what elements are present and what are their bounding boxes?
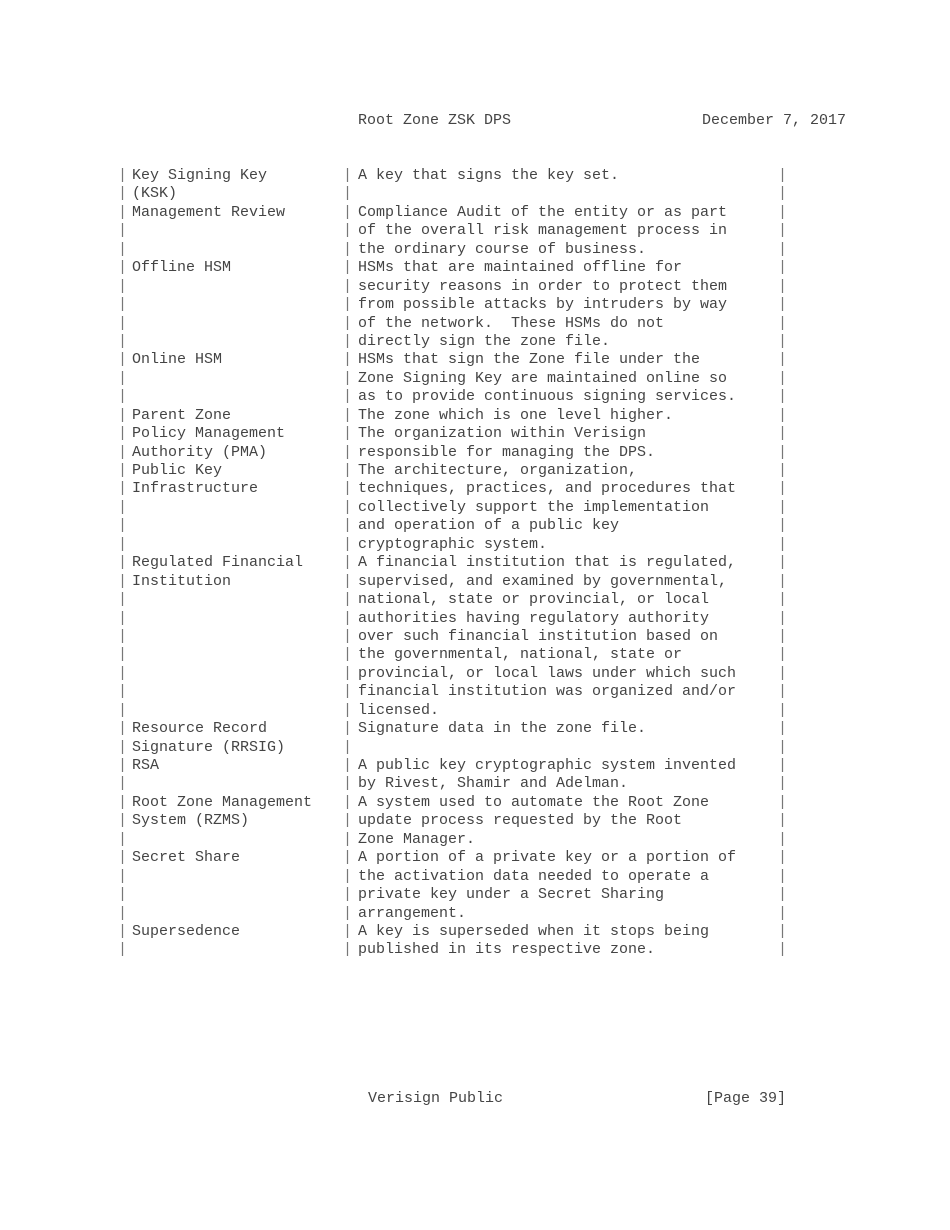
column-separator: | — [118, 830, 128, 848]
table-row — [118, 573, 818, 591]
definition-cell: update process requested by the Root — [358, 812, 683, 830]
footer-page-number: [Page 39] — [704, 1090, 786, 1107]
column-separator: | — [118, 332, 128, 350]
definition-cell: by Rivest, Shamir and Adelman. — [358, 775, 629, 793]
table-row — [118, 222, 818, 240]
table-row — [118, 444, 818, 462]
definition-cell: A financial institution that is regulated, — [358, 554, 737, 572]
column-separator: | — [343, 259, 353, 277]
column-separator: | — [118, 517, 128, 535]
column-separator: | — [118, 941, 128, 959]
definition-cell: A key that signs the key set. — [358, 167, 620, 184]
term-cell: Offline HSM — [132, 259, 232, 277]
column-separator: | — [778, 793, 788, 811]
column-separator: | — [778, 830, 788, 848]
definition-cell: directly sign the zone file. — [358, 332, 611, 350]
column-separator: | — [778, 296, 788, 314]
column-separator: | — [118, 775, 128, 793]
column-separator: | — [343, 388, 353, 406]
column-separator: | — [343, 498, 353, 516]
term-cell: Resource Record — [132, 720, 268, 738]
term-cell: Regulated Financial — [132, 554, 304, 572]
column-separator: | — [118, 167, 128, 184]
column-separator: | — [343, 222, 353, 240]
column-separator: | — [118, 351, 128, 369]
table-row — [118, 739, 818, 757]
column-separator: | — [778, 591, 788, 609]
column-separator: | — [118, 443, 128, 461]
definition-cell: HSMs that sign the Zone file under the — [358, 351, 701, 369]
column-separator: | — [118, 627, 128, 645]
definition-cell: Zone Signing Key are maintained online so — [358, 369, 728, 387]
definition-cell: Zone Manager. — [358, 830, 476, 848]
table-row — [118, 794, 818, 812]
definition-cell: Signature data in the zone file. — [358, 720, 647, 738]
column-separator: | — [343, 886, 353, 904]
column-separator: | — [343, 332, 353, 350]
table-row — [118, 683, 818, 701]
table-row — [118, 480, 818, 498]
column-separator: | — [343, 830, 353, 848]
definition-cell: cryptographic system. — [358, 535, 548, 553]
column-separator: | — [118, 296, 128, 314]
table-row — [118, 536, 818, 554]
definition-cell: and operation of a public key — [358, 517, 620, 535]
definition-cell: The organization within Verisign — [358, 425, 647, 443]
column-separator: | — [343, 443, 353, 461]
column-separator: | — [778, 535, 788, 553]
definition-cell: from possible attacks by intruders by way — [358, 296, 728, 314]
column-separator: | — [778, 369, 788, 387]
column-separator: | — [778, 849, 788, 867]
column-separator: | — [343, 240, 353, 258]
column-separator: | — [118, 664, 128, 682]
definition-cell: security reasons in order to protect them — [358, 277, 728, 295]
column-separator: | — [778, 554, 788, 572]
column-separator: | — [778, 277, 788, 295]
table-row — [118, 886, 818, 904]
table-row — [118, 388, 818, 406]
column-separator: | — [778, 701, 788, 719]
column-separator: | — [118, 369, 128, 387]
table-row — [118, 296, 818, 314]
table-row — [118, 462, 818, 480]
definition-cell: arrangement. — [358, 904, 467, 922]
term-cell: System (RZMS) — [132, 812, 250, 830]
column-separator: | — [343, 185, 353, 203]
column-separator: | — [118, 720, 128, 738]
column-separator: | — [118, 867, 128, 885]
column-separator: | — [118, 314, 128, 332]
table-row — [118, 259, 818, 277]
term-cell: Online HSM — [132, 351, 223, 369]
table-row — [118, 278, 818, 296]
column-separator: | — [118, 812, 128, 830]
column-separator: | — [343, 167, 353, 184]
term-cell: Institution — [132, 572, 232, 590]
column-separator: | — [778, 609, 788, 627]
table-row — [118, 923, 818, 941]
definition-cell: Compliance Audit of the entity or as part — [358, 203, 728, 221]
column-separator: | — [118, 646, 128, 664]
column-separator: | — [343, 314, 353, 332]
column-separator: | — [343, 462, 353, 479]
table-row — [118, 425, 818, 443]
column-separator: | — [118, 498, 128, 516]
column-separator: | — [118, 259, 128, 277]
definition-cell: published in its respective zone. — [358, 941, 656, 959]
table-row — [118, 610, 818, 628]
table-row — [118, 591, 818, 609]
column-separator: | — [778, 443, 788, 461]
term-cell: Infrastructure — [132, 480, 259, 498]
table-row — [118, 646, 818, 664]
table-row — [118, 517, 818, 535]
column-separator: | — [118, 185, 128, 203]
column-separator: | — [343, 775, 353, 793]
column-separator: | — [778, 627, 788, 645]
term-cell: Secret Share — [132, 849, 241, 867]
definition-cell: private key under a Secret Sharing — [358, 886, 665, 904]
column-separator: | — [343, 793, 353, 811]
column-separator: | — [778, 185, 788, 203]
table-row — [118, 812, 818, 830]
column-separator: | — [343, 609, 353, 627]
table-row — [118, 831, 818, 849]
column-separator: | — [118, 683, 128, 701]
column-separator: | — [118, 535, 128, 553]
definition-cell: authorities having regulatory authority — [358, 609, 710, 627]
table-row — [118, 370, 818, 388]
column-separator: | — [343, 369, 353, 387]
column-separator: | — [778, 922, 788, 940]
table-row — [118, 351, 818, 369]
table-row — [118, 315, 818, 333]
table-row — [118, 333, 818, 351]
definition-cell: national, state or provincial, or local — [358, 591, 710, 609]
term-cell: Authority (PMA) — [132, 443, 268, 461]
column-separator: | — [343, 701, 353, 719]
table-row — [118, 241, 818, 259]
column-separator: | — [778, 775, 788, 793]
definitions-table — [118, 167, 818, 960]
column-separator: | — [343, 535, 353, 553]
column-separator: | — [778, 259, 788, 277]
definition-cell: The zone which is one level higher. — [358, 406, 674, 424]
column-separator: | — [118, 609, 128, 627]
definition-cell: supervised, and examined by governmental, — [358, 572, 728, 590]
column-separator: | — [343, 480, 353, 498]
column-separator: | — [343, 296, 353, 314]
column-separator: | — [778, 462, 788, 479]
column-separator: | — [343, 572, 353, 590]
column-separator: | — [118, 886, 128, 904]
column-separator: | — [778, 351, 788, 369]
column-separator: | — [778, 886, 788, 904]
table-row — [118, 499, 818, 517]
column-separator: | — [778, 646, 788, 664]
definition-cell: A public key cryptographic system invented — [358, 757, 737, 774]
definition-cell: A portion of a private key or a portion of — [358, 849, 737, 867]
column-separator: | — [118, 240, 128, 258]
definition-cell: provincial, or local laws under which such — [358, 664, 737, 682]
definition-cell: as to provide continuous signing services. — [358, 388, 737, 406]
table-row — [118, 407, 818, 425]
table-row — [118, 905, 818, 923]
column-separator: | — [343, 664, 353, 682]
table-row — [118, 702, 818, 720]
definition-cell: of the overall risk management process in — [358, 222, 728, 240]
column-separator: | — [778, 867, 788, 885]
term-cell: RSA — [132, 757, 160, 774]
column-separator: | — [118, 554, 128, 572]
definition-cell: financial institution was organized and/or — [358, 683, 737, 701]
column-separator: | — [118, 406, 128, 424]
definition-cell: the activation data needed to operate a — [358, 867, 710, 885]
column-separator: | — [118, 222, 128, 240]
column-separator: | — [118, 738, 128, 756]
definition-cell: licensed. — [358, 701, 440, 719]
term-cell: Root Zone Management — [132, 793, 313, 811]
column-separator: | — [778, 720, 788, 738]
column-separator: | — [343, 627, 353, 645]
term-cell: Supersedence — [132, 922, 241, 940]
column-separator: | — [778, 222, 788, 240]
column-separator: | — [343, 591, 353, 609]
table-row — [118, 554, 818, 572]
column-separator: | — [343, 351, 353, 369]
column-separator: | — [118, 904, 128, 922]
table-row — [118, 665, 818, 683]
column-separator: | — [778, 572, 788, 590]
column-separator: | — [343, 738, 353, 756]
column-separator: | — [343, 904, 353, 922]
column-separator: | — [778, 517, 788, 535]
term-cell: Policy Management — [132, 425, 286, 443]
table-row — [118, 775, 818, 793]
definition-cell: responsible for managing the DPS. — [358, 443, 656, 461]
column-separator: | — [118, 480, 128, 498]
footer-left: Verisign Public — [368, 1090, 504, 1107]
column-separator: | — [343, 425, 353, 443]
definition-cell: A system used to automate the Root Zone — [358, 793, 710, 811]
column-separator: | — [118, 388, 128, 406]
term-cell: (KSK) — [132, 185, 178, 203]
column-separator: | — [778, 664, 788, 682]
term-cell: Parent Zone — [132, 406, 232, 424]
table-row — [118, 849, 818, 867]
column-separator: | — [343, 554, 353, 572]
table-row — [118, 204, 818, 222]
table-row — [118, 941, 818, 959]
column-separator: | — [778, 757, 788, 774]
definition-cell: HSMs that are maintained offline for — [358, 259, 683, 277]
column-separator: | — [778, 240, 788, 258]
column-separator: | — [778, 388, 788, 406]
column-separator: | — [118, 591, 128, 609]
column-separator: | — [778, 480, 788, 498]
column-separator: | — [118, 849, 128, 867]
column-separator: | — [118, 425, 128, 443]
column-separator: | — [343, 720, 353, 738]
column-separator: | — [778, 941, 788, 959]
table-row — [118, 720, 818, 738]
definition-cell: of the network. These HSMs do not — [358, 314, 665, 332]
column-separator: | — [343, 203, 353, 221]
column-separator: | — [118, 572, 128, 590]
table-row — [118, 167, 818, 185]
column-separator: | — [778, 812, 788, 830]
column-separator: | — [118, 922, 128, 940]
column-separator: | — [778, 332, 788, 350]
definition-cell: The architecture, organization, — [358, 462, 638, 479]
column-separator: | — [778, 406, 788, 424]
header-date: December 7, 2017 — [701, 112, 846, 129]
definition-cell: techniques, practices, and procedures that — [358, 480, 737, 498]
column-separator: | — [778, 203, 788, 221]
column-separator: | — [118, 757, 128, 774]
column-separator: | — [778, 425, 788, 443]
column-separator: | — [343, 922, 353, 940]
column-separator: | — [778, 683, 788, 701]
table-row — [118, 185, 818, 203]
term-cell: Management Review — [132, 203, 286, 221]
column-separator: | — [343, 683, 353, 701]
column-separator: | — [343, 517, 353, 535]
table-row — [118, 628, 818, 646]
definition-cell: the governmental, national, state or — [358, 646, 683, 664]
column-separator: | — [343, 941, 353, 959]
column-separator: | — [343, 757, 353, 774]
term-cell: Signature (RRSIG) — [132, 738, 286, 756]
column-separator: | — [343, 646, 353, 664]
column-separator: | — [778, 498, 788, 516]
column-separator: | — [118, 462, 128, 479]
column-separator: | — [778, 314, 788, 332]
definition-cell: A key is superseded when it stops being — [358, 922, 710, 940]
definition-cell: the ordinary course of business. — [358, 240, 647, 258]
table-row — [118, 757, 818, 775]
header-title: Root Zone ZSK DPS — [358, 112, 512, 129]
term-cell: Public Key — [132, 462, 223, 479]
column-separator: | — [343, 277, 353, 295]
table-row — [118, 868, 818, 886]
column-separator: | — [118, 793, 128, 811]
column-separator: | — [343, 812, 353, 830]
column-separator: | — [778, 167, 788, 184]
column-separator: | — [778, 738, 788, 756]
column-separator: | — [118, 277, 128, 295]
column-separator: | — [778, 904, 788, 922]
column-separator: | — [343, 867, 353, 885]
definition-cell: collectively support the implementation — [358, 498, 710, 516]
column-separator: | — [118, 203, 128, 221]
column-separator: | — [118, 701, 128, 719]
column-separator: | — [343, 406, 353, 424]
term-cell: Key Signing Key — [132, 167, 268, 184]
column-separator: | — [343, 849, 353, 867]
definition-cell: over such financial institution based on — [358, 627, 719, 645]
